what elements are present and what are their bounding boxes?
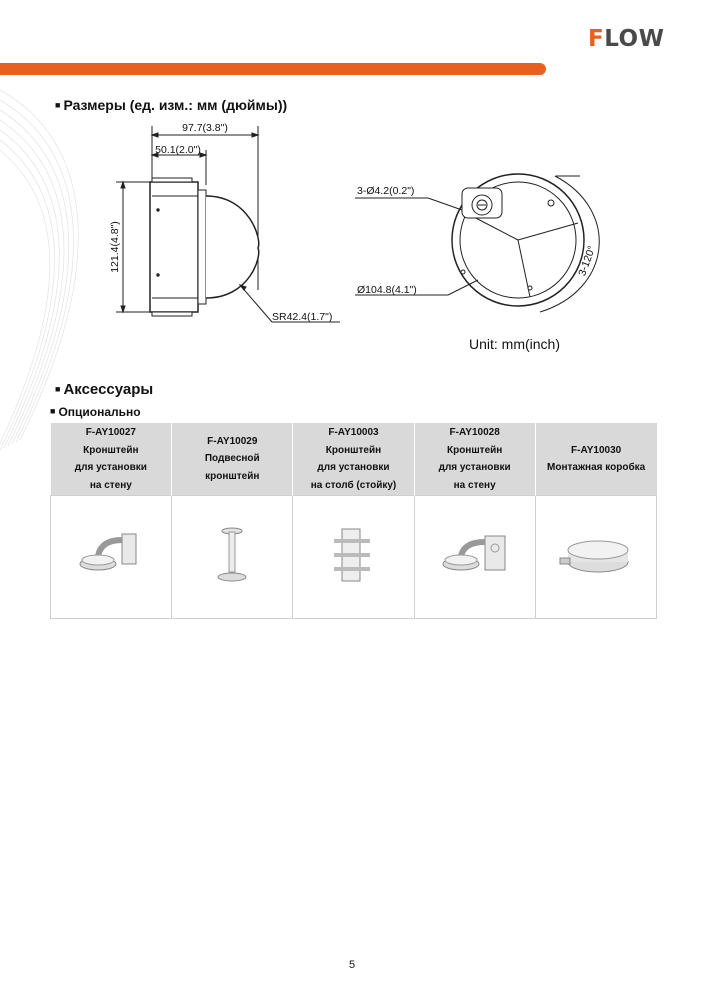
dim-height: 121.4(4.8") (109, 221, 121, 273)
accessory-image-cell (414, 496, 535, 619)
accessories-table (50, 423, 657, 619)
accessory-header: F-AY10028 Кронштейн для установки на стену (414, 423, 535, 496)
accessories-image-row (51, 496, 657, 619)
dim-sphere-radius: SR42.4(1.7") (272, 311, 333, 323)
page-number: 5 (349, 959, 356, 971)
dim-holes: 3-Ø4.2(0.2") (357, 185, 415, 197)
accessory-header: F-AY10029 Подвесной кронштейн (172, 423, 293, 496)
pole-mount-icon (328, 525, 378, 585)
dim-width-base: 50.1(2.0") (155, 144, 201, 156)
dimensions-drawing (0, 110, 707, 360)
accessory-image-cell (51, 496, 172, 619)
accessory-header: F-AY10003 Кронштейн для установки на столб (стойку) (293, 423, 414, 496)
accessory-image-cell (172, 496, 293, 619)
brand-logo (588, 26, 664, 52)
accessory-image-cell (535, 496, 656, 619)
dimensions-heading: ■ Размеры (ед. изм.: мм (дюймы)) (55, 97, 288, 113)
unit-label: Unit: mm(inch) (469, 336, 561, 352)
accessories-heading: ■ Аксессуары (55, 381, 154, 398)
optional-heading: ■ Опционально (50, 405, 141, 419)
accessory-header: F-AY10030 Монтажная коробка (535, 423, 656, 496)
junction-box-icon (556, 532, 636, 577)
dim-width-total: 97.7(3.8") (182, 122, 228, 134)
dim-diameter: Ø104.8(4.1") (357, 284, 417, 296)
side-view-drawing (116, 126, 340, 322)
wall-bracket-icon (437, 530, 512, 580)
logo-text: FLOW (588, 26, 665, 52)
header-accent-bar (0, 63, 546, 75)
pendant-mount-icon (212, 525, 252, 585)
wall-bracket-icon (76, 530, 146, 580)
accessory-image-cell (293, 496, 414, 619)
accessories-header-row (51, 423, 657, 496)
accessory-header: F-AY10027 Кронштейн для установки на стену (51, 423, 172, 496)
dim-angle: 3-120° (576, 244, 599, 278)
